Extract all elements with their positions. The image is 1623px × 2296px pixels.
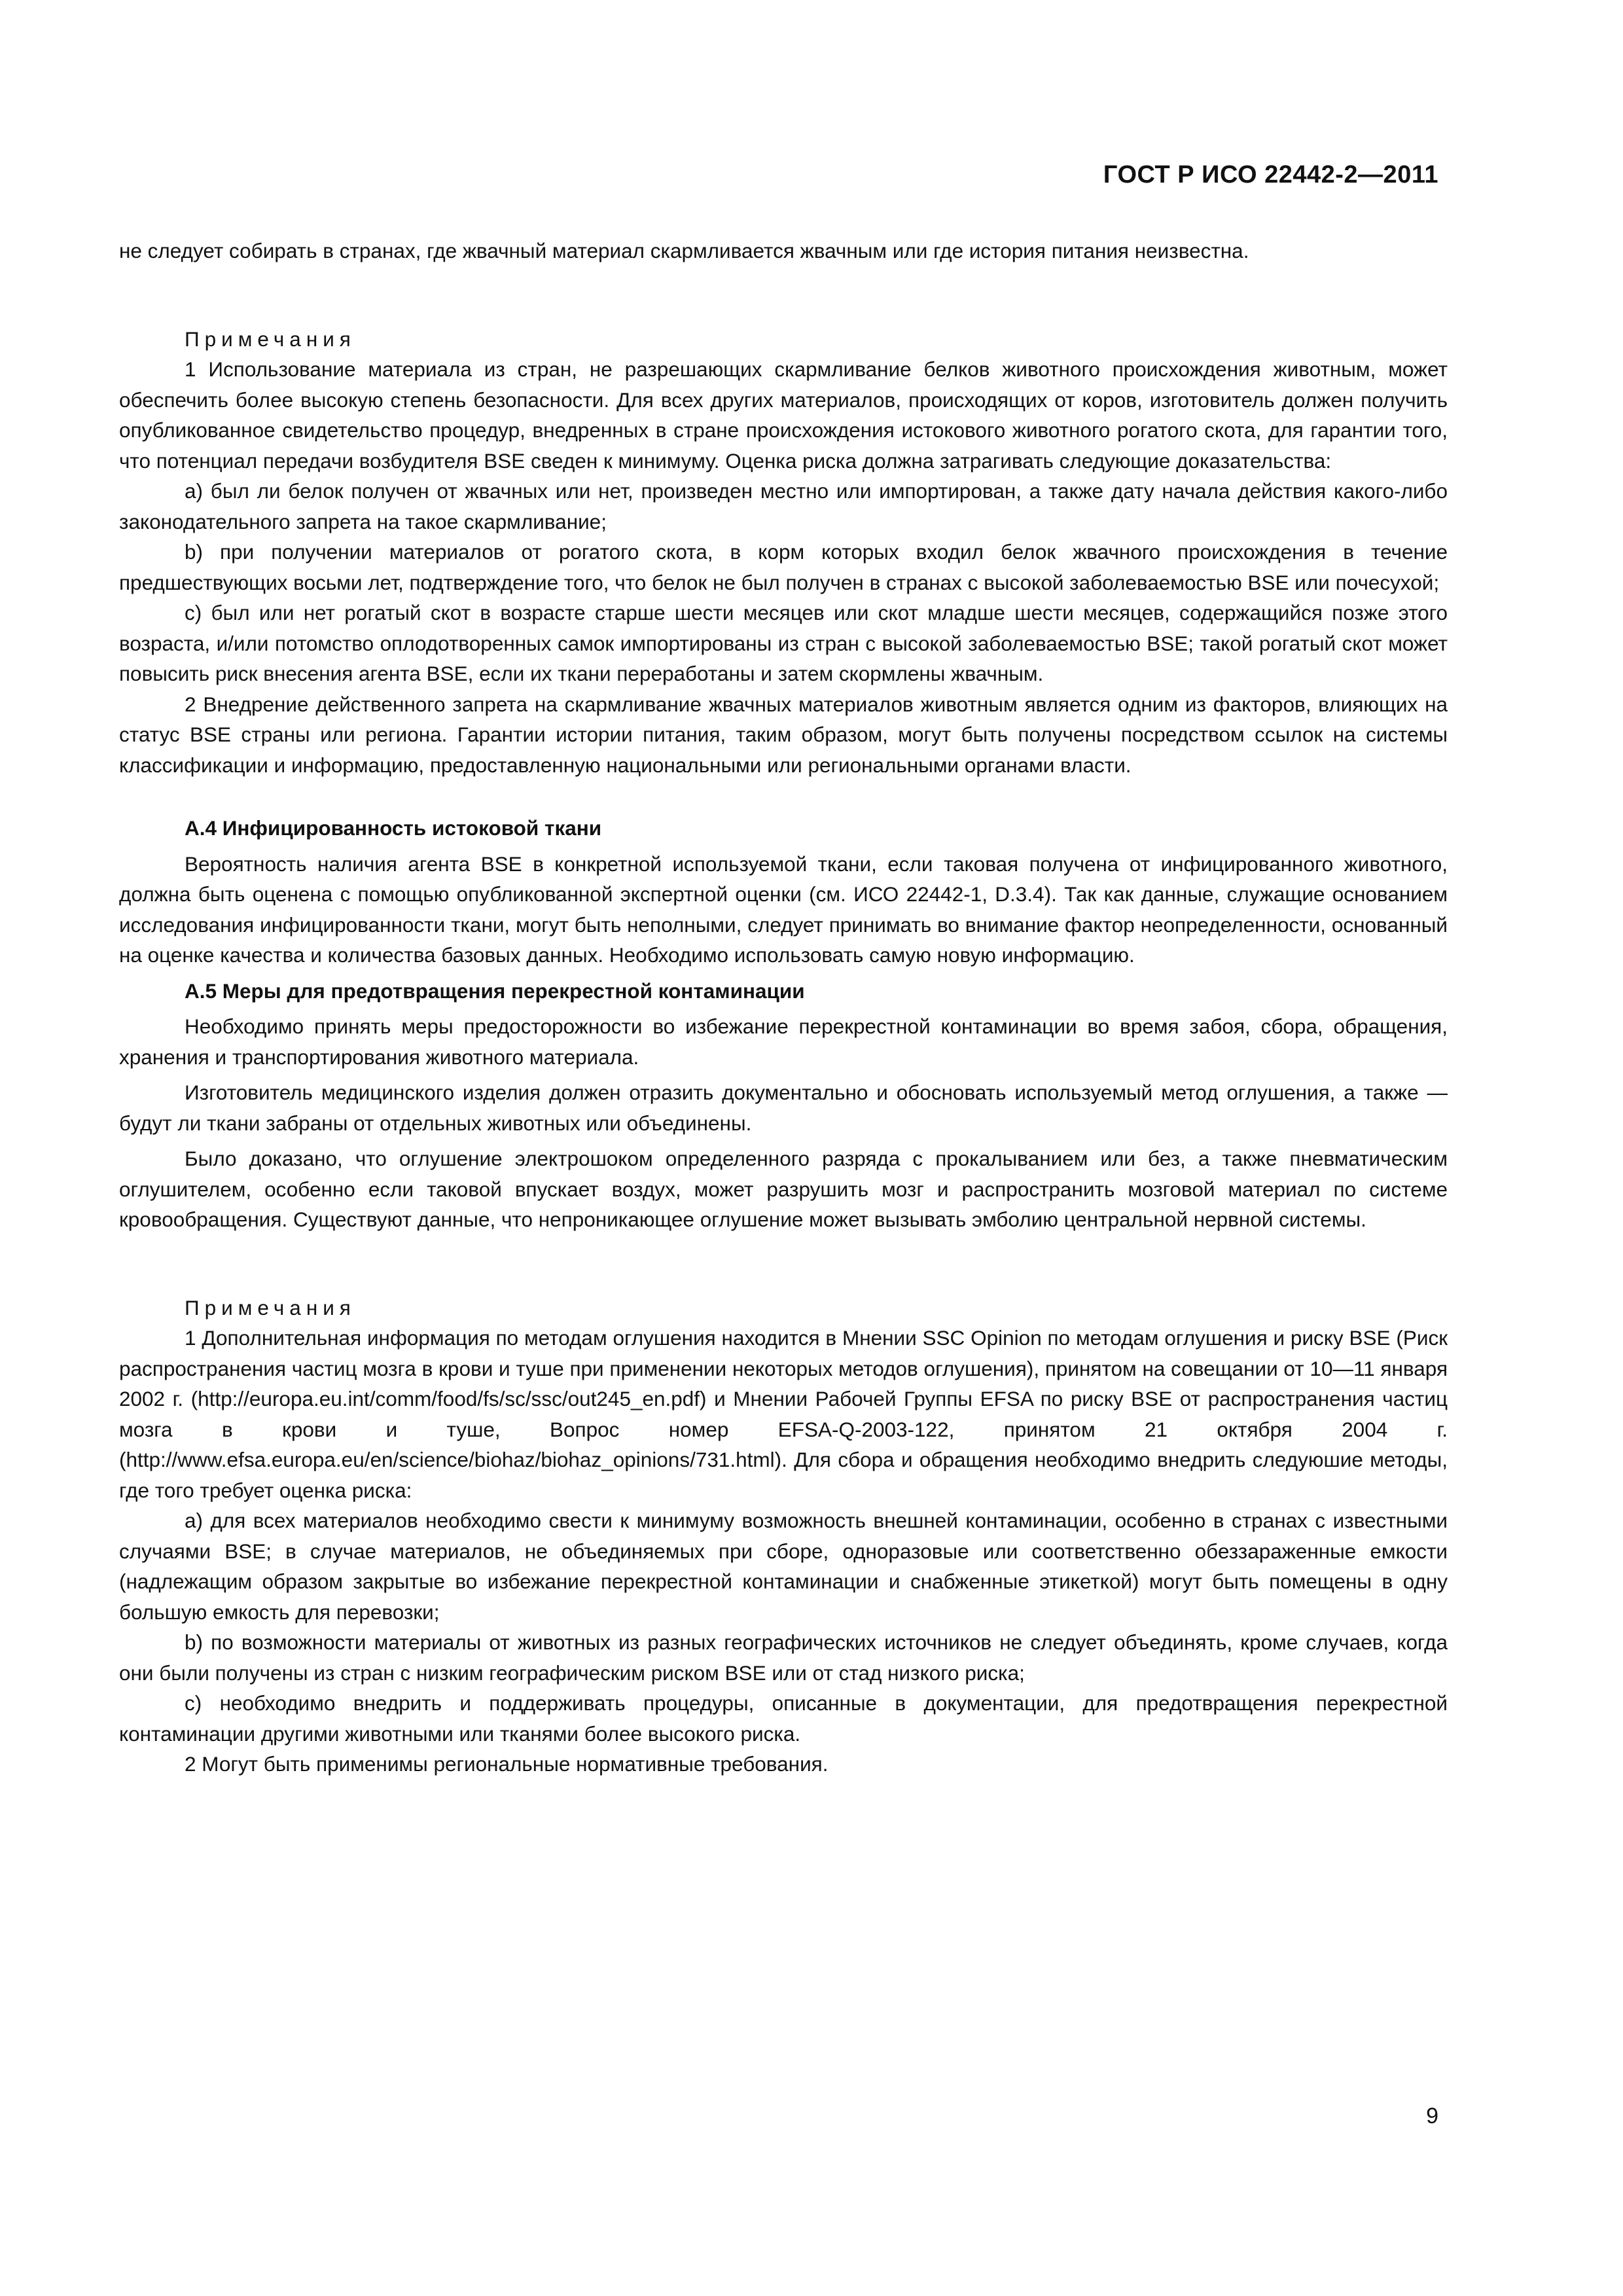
notes2-item-c: c) необходимо внедрить и поддерживать процедуры, описанные в документации, для предотвращения перекрестной контаминации другими животными или тканями более высокого риска. (119, 1691, 1448, 1746)
section-a4-para1: Вероятность наличия агента BSE в конкретной используемой ткани, если таковая получена от инфицированного животного, должна быть оценена с помощью опубликованной экспертной оценки (см. ИСО 22442-1, D.3.4). Так как данные, служащие основанием исследования инфицированности ткани, могут быть неполными, следует принимать во внимание фактор неопределенности, основанный на оценке качества и количества базовых данных. Необходимо использовать самую новую информацию. (119, 852, 1448, 967)
notes1-note2: 2 Внедрение действенного запрета на скармливание жвачных материалов животным является одним из факторов, влияющих на статус BSE страны или региона. Гарантии истории питания, таким образом, могут быть получены посредством ссылок на системы классификации и информацию, предоставленную национальными или региональными органами власти. (119, 692, 1448, 777)
section-a5-title: А.5 Меры для предотвращения перекрестной контаминации (185, 978, 805, 1003)
notes1-item-b: b) при получении материалов от рогатого скота, в корм которых входил белок жвачного происхождения в течение предшествующих восьми лет, подтверждение того, что белок не был получен в странах с высокой заболеваемостью BSE или почесухой; (119, 540, 1448, 594)
standard-code-header: ГОСТ Р ИСО 22442-2—2011 (1103, 161, 1438, 188)
notes2-note1: 1 Дополнительная информация по методам оглушения находится в Мнении SSC Opinion по методам оглушения и риску BSE (Риск распространения частиц мозга в крови и туше при применении некоторых методов оглушения), принятом на совещании от 10—11 января 2002 г. (http://europa.eu.int/comm/food/fs/sc/ssc/out245_en.pdf) и Мнении Рабочей Группы EFSA по риску BSE от распространения частиц мозга в крови и туше, Вопрос номер EFSA-Q-2003-122, принятом 21 октября 2004 г. (http://www.efsa.europa.eu/en/science/biohaz/biohaz_opinions/731.html). Для сбора и обращения необходимо внедрить следуюшие методы, где того требует оценка риска: (119, 1326, 1448, 1502)
main-content (119, 236, 1448, 1780)
notes2-note2: 2 Могут быть применимы региональные нормативные требования. (185, 1752, 829, 1776)
notes-title-1: Примечания (185, 327, 356, 351)
notes-title-2: Примечания (185, 1295, 356, 1319)
notes2-item-b: b) по возможности материалы от животных из разных географических источников не следует объединять, кроме случаев, когда они были получены из стран с низким географическим риском BSE или от стад низкого риска; (119, 1630, 1448, 1685)
intro-continuation: не следует собирать в странах, где жвачный материал скармливается жвачным или где история питания неизвестна. (119, 239, 1249, 262)
section-a5-para1: Необходимо принять меры предосторожности во избежание перекрестной контаминации во время забоя, сбора, обращения, хранения и транспортирования животного материала. (119, 1014, 1448, 1069)
notes1-item-c: c) был или нет рогатый скот в возрасте старше шести месяцев или скот младше шести месяцев, содержащийся позже этого возраста, и/или потомство оплодотворенных самок импортированы из стран с высокой заболеваемостью BSE; такой рогатый скот может повысить риск внесения агента BSE, если их ткани переработаны и затем скормлены жвачным. (119, 601, 1448, 685)
notes2-item-a: a) для всех материалов необходимо свести к минимуму возможность внешней контаминации, особенно в странах с известными случаями BSE; в случае материалов, не объединяемых при сборе, одноразовые или соответственно обеззараженные емкости (надлежащим образом закрытые во избежание перекрестной контаминации и снабженные этикеткой) могут быть помещены в одну большую емкость для перевозки; (119, 1509, 1448, 1624)
section-a4-title: А.4 Инфицированность истоковой ткани (185, 816, 602, 840)
notes1-note1: 1 Использование материала из стран, не разрешающих скармливание белков животного происхождения животным, может обеспечить более высокую степень безопасности. Для всех других материалов, происходящих от коров, изготовитель должен получить опубликованное свидетельство процедур, внедренных в стране происхождения истокового животного рогатого скота, для гарантии того, что потенциал передачи возбудителя BSE сведен к минимуму. Оценка риска должна затрагивать следующие доказательства: (119, 357, 1448, 473)
page-number: 9 (1426, 2104, 1438, 2128)
notes1-item-a: a) был ли белок получен от жвачных или нет, произведен местно или импортирован, а также дату начала действия какого-либо законодательного запрета на такое скармливание; (119, 479, 1448, 533)
section-a5-para2: Изготовитель медицинского изделия должен отразить документально и обосновать используемый метод оглушения, а также — будут ли ткани забраны от отдельных животных или объединены. (119, 1081, 1448, 1135)
section-a5-para3: Было доказано, что оглушение электрошоком определенного разряда с прокалыванием или без, а также пневматическим оглушителем, особенно если таковой впускает воздух, может разрушить мозг и распространить мозговой материал по системе кровообращения. Существуют данные, что непроникающее оглушение может вызывать эмболию центральной нервной системы. (119, 1147, 1448, 1231)
